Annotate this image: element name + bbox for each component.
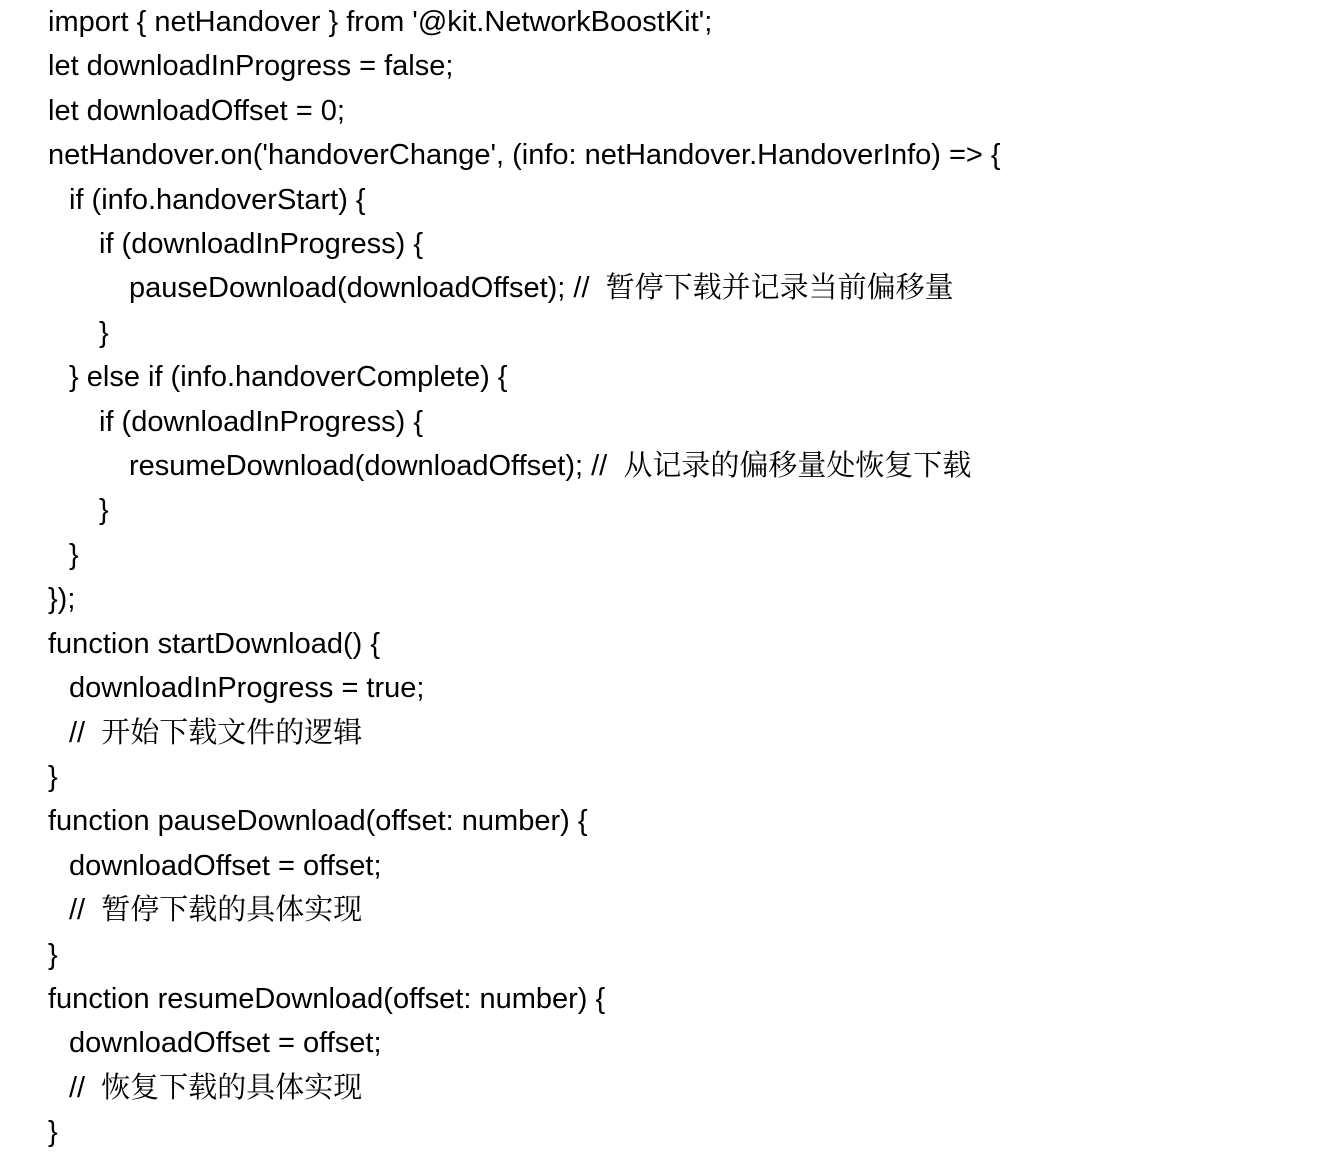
code-line: pauseDownload(downloadOffset); // 暂停下载并记录当前偏移量 <box>129 272 954 305</box>
code-line: if (downloadInProgress) { <box>99 228 423 261</box>
code-line: // 暂停下载的具体实现 <box>69 894 363 927</box>
code-line: } <box>48 1116 58 1149</box>
code-line: downloadOffset = offset; <box>69 1027 382 1060</box>
code-line: let downloadOffset = 0; <box>48 94 345 127</box>
code-block <box>48 0 1326 1155</box>
code-line: // 开始下载文件的逻辑 <box>69 716 363 749</box>
code-line: import { netHandover } from '@kit.NetworkBoostKit'; <box>48 6 713 38</box>
code-line: // 恢复下载的具体实现 <box>69 1071 363 1104</box>
code-line: }); <box>48 583 76 616</box>
code-line: resumeDownload(downloadOffset); // 从记录的偏移量处恢复下载 <box>129 450 972 483</box>
code-line: } else if (info.handoverComplete) { <box>69 361 508 394</box>
code-line: downloadInProgress = true; <box>69 672 425 705</box>
code-line: } <box>99 494 109 527</box>
code-line: if (info.handoverStart) { <box>69 183 366 216</box>
code-line: } <box>69 538 79 571</box>
code-line: let downloadInProgress = false; <box>48 50 454 83</box>
code-line: } <box>99 316 109 349</box>
code-line: function pauseDownload(offset: number) { <box>48 805 588 838</box>
code-line: function resumeDownload(offset: number) { <box>48 982 606 1015</box>
code-line: netHandover.on('handoverChange', (info: netHandover.HandoverInfo) => { <box>48 139 1001 172</box>
code-line: function startDownload() { <box>48 627 381 660</box>
code-line: } <box>48 760 58 793</box>
code-line: if (downloadInProgress) { <box>99 405 423 438</box>
code-line: downloadOffset = offset; <box>69 849 382 882</box>
code-line: } <box>48 938 58 971</box>
